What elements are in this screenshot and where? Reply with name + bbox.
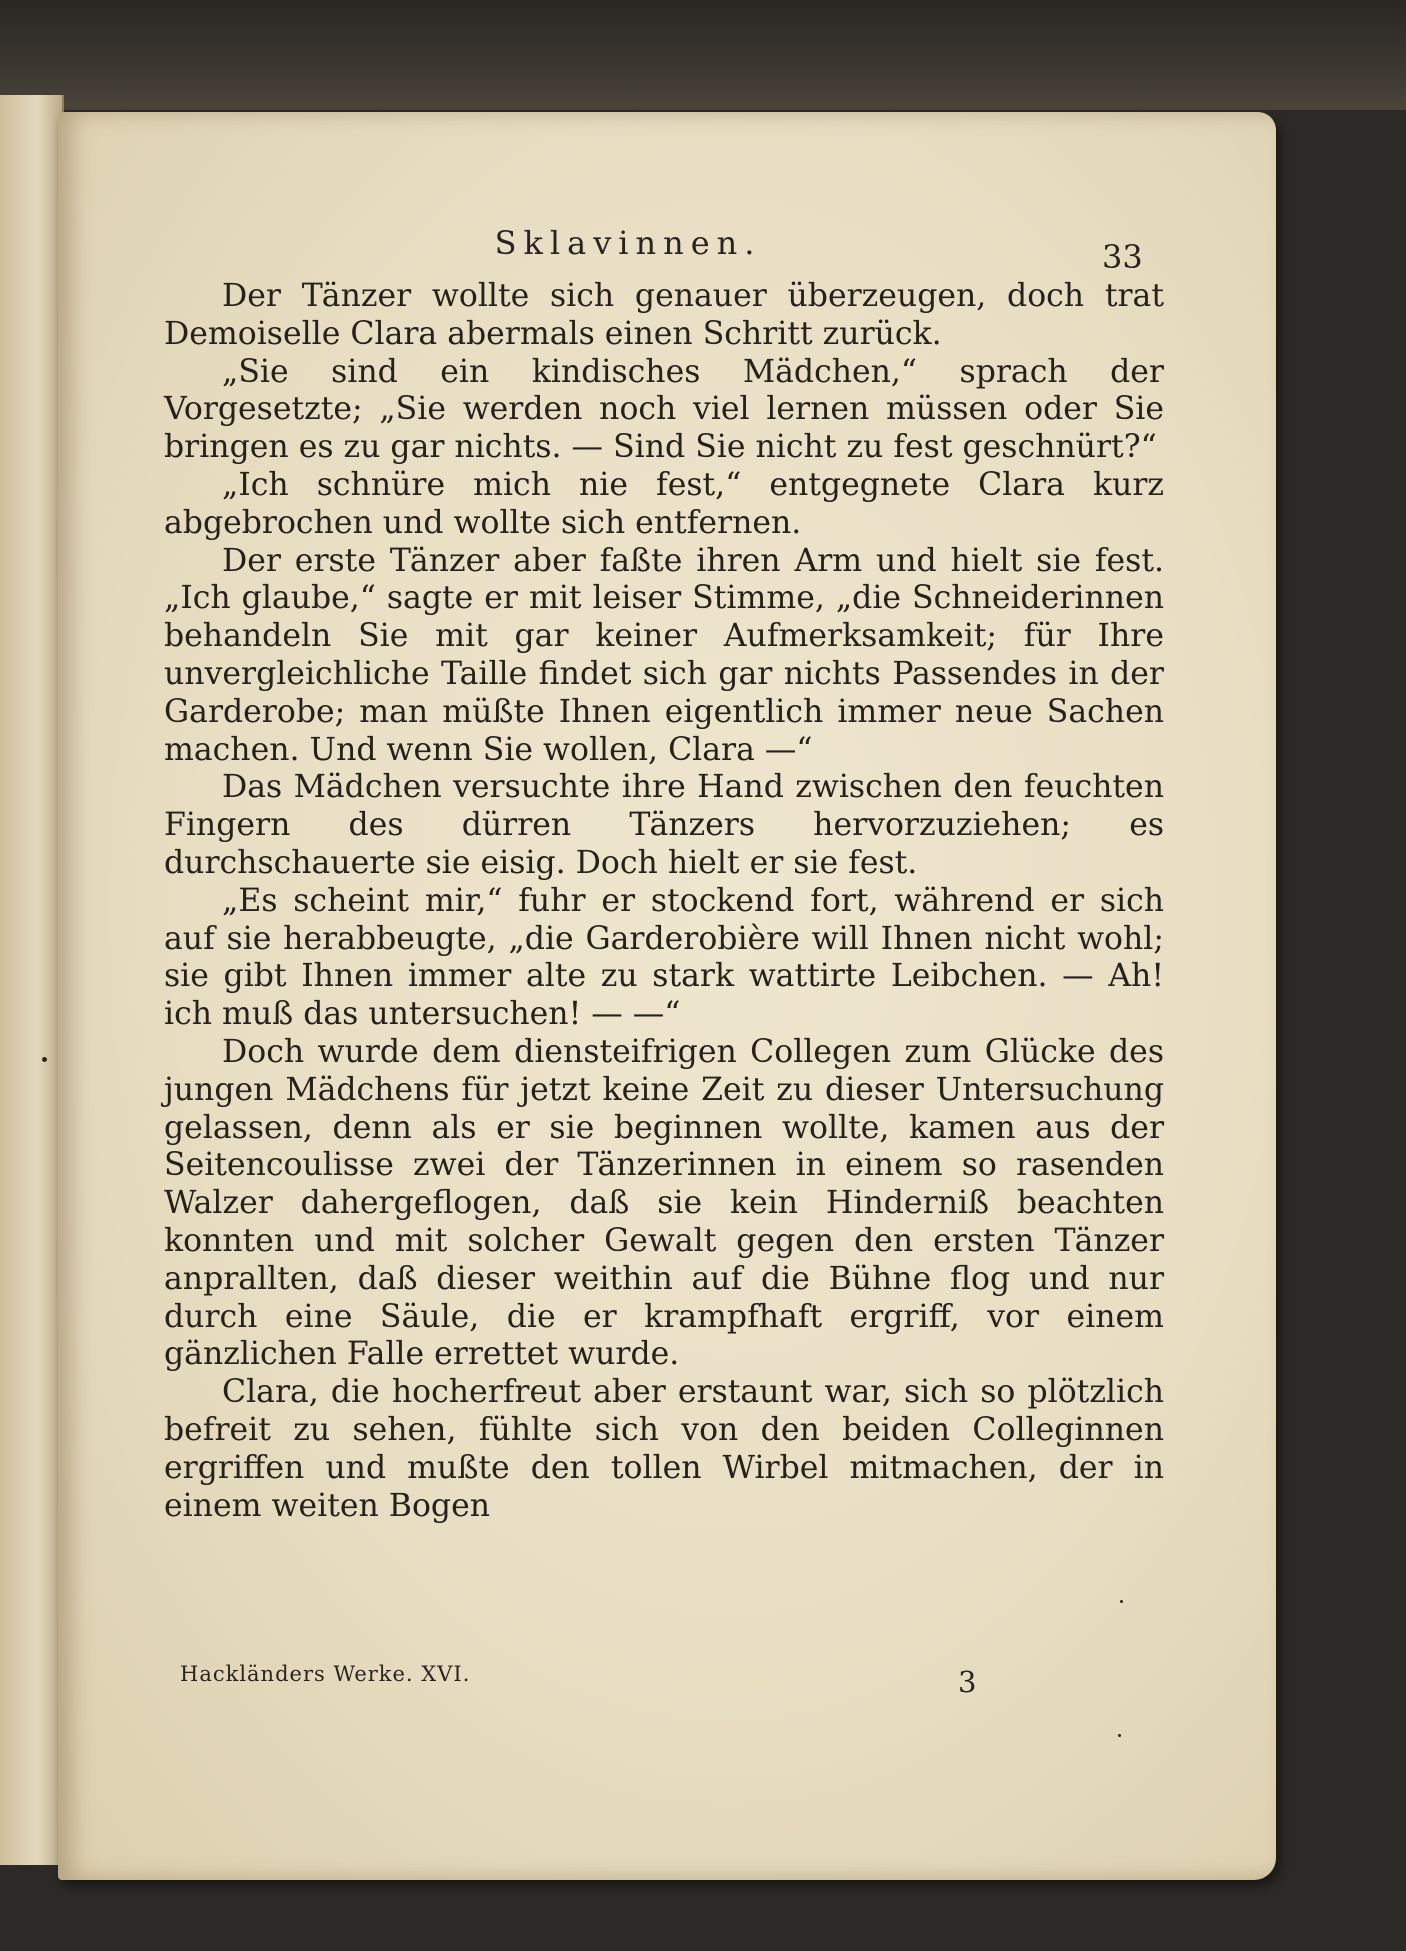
- book-cover-edge: [0, 0, 1406, 110]
- ink-speck: [1118, 1734, 1121, 1737]
- left-page-edge: [0, 95, 64, 1865]
- sheet-mark: 3: [958, 1665, 977, 1699]
- paragraph: Doch wurde dem diensteifrigen Collegen zum Glücke des jungen Mädchens für jetzt keine Zeit zu dieser Untersuchung gelassen, denn als er sie beginnen wollte, kamen aus der Seitencoulisse zwei der Tänzerinnen in einem so rasenden Walzer dahergeflogen, daß sie kein Hinderniß beachten konnten und mit solcher Gewalt gegen den ersten Tänzer anprallten, daß dieser weithin auf die Bühne flog und nur durch eine Säule, die er krampfhaft ergriff, vor einem gänzlichen Falle errettet wurde.: [164, 1033, 1164, 1373]
- page-number: 33: [1102, 238, 1143, 276]
- paragraph: „Sie sind ein kindisches Mädchen,“ sprach der Vorgesetzte; „Sie werden noch viel lernen müssen oder Sie bringen es zu gar nichts. — Sind Sie nicht zu fest geschnürt?“: [164, 353, 1164, 466]
- paragraph: „Ich schnüre mich nie fest,“ entgegnete Clara kurz abgebrochen und wollte sich entfernen.: [164, 466, 1164, 541]
- running-head: Sklavinnen.: [494, 224, 762, 262]
- paragraph: Das Mädchen versuchte ihre Hand zwischen den feuchten Fingern des dürren Tänzers hervorzuziehen; es durchschauerte sie eisig. Doch hielt er sie fest.: [164, 769, 1164, 881]
- ink-speck: [1120, 1600, 1123, 1603]
- page-body: [164, 278, 1164, 1525]
- paragraph: „Es scheint mir,“ fuhr er stockend fort, während er sich auf sie herabbeugte, „die Garderobière will Ihnen nicht wohl; sie gibt Ihnen immer alte zu stark wattirte Leibchen. — Ah! ich muß das untersuchen! — —“: [164, 882, 1164, 1033]
- paragraph: Der Tänzer wollte sich genauer überzeugen, doch trat Demoiselle Clara abermals einen Schritt zurück.: [164, 278, 1164, 352]
- ink-speck: [42, 1057, 47, 1062]
- book-page: [58, 112, 1276, 1880]
- paragraph: Clara, die hocherfreut aber erstaunt war, sich so plötzlich befreit zu sehen, fühlte sich von den beiden Colleginnen ergriffen und mußte den tollen Wirbel mitmachen, der in einem weiten Bogen: [164, 1374, 1164, 1524]
- paragraph: Der erste Tänzer aber faßte ihren Arm und hielt sie fest. „Ich glaube,“ sagte er mit leiser Stimme, „die Schneiderinnen behandeln Sie mit gar keiner Aufmerksamkeit; für Ihre unvergleichliche Taille findet sich gar nichts Passendes in der Garderobe; man müßte Ihnen eigentlich immer neue Sachen machen. Und wenn Sie wollen, Clara —“: [164, 542, 1164, 768]
- footer-signature: Hackländers Werke. XVI.: [180, 1662, 471, 1686]
